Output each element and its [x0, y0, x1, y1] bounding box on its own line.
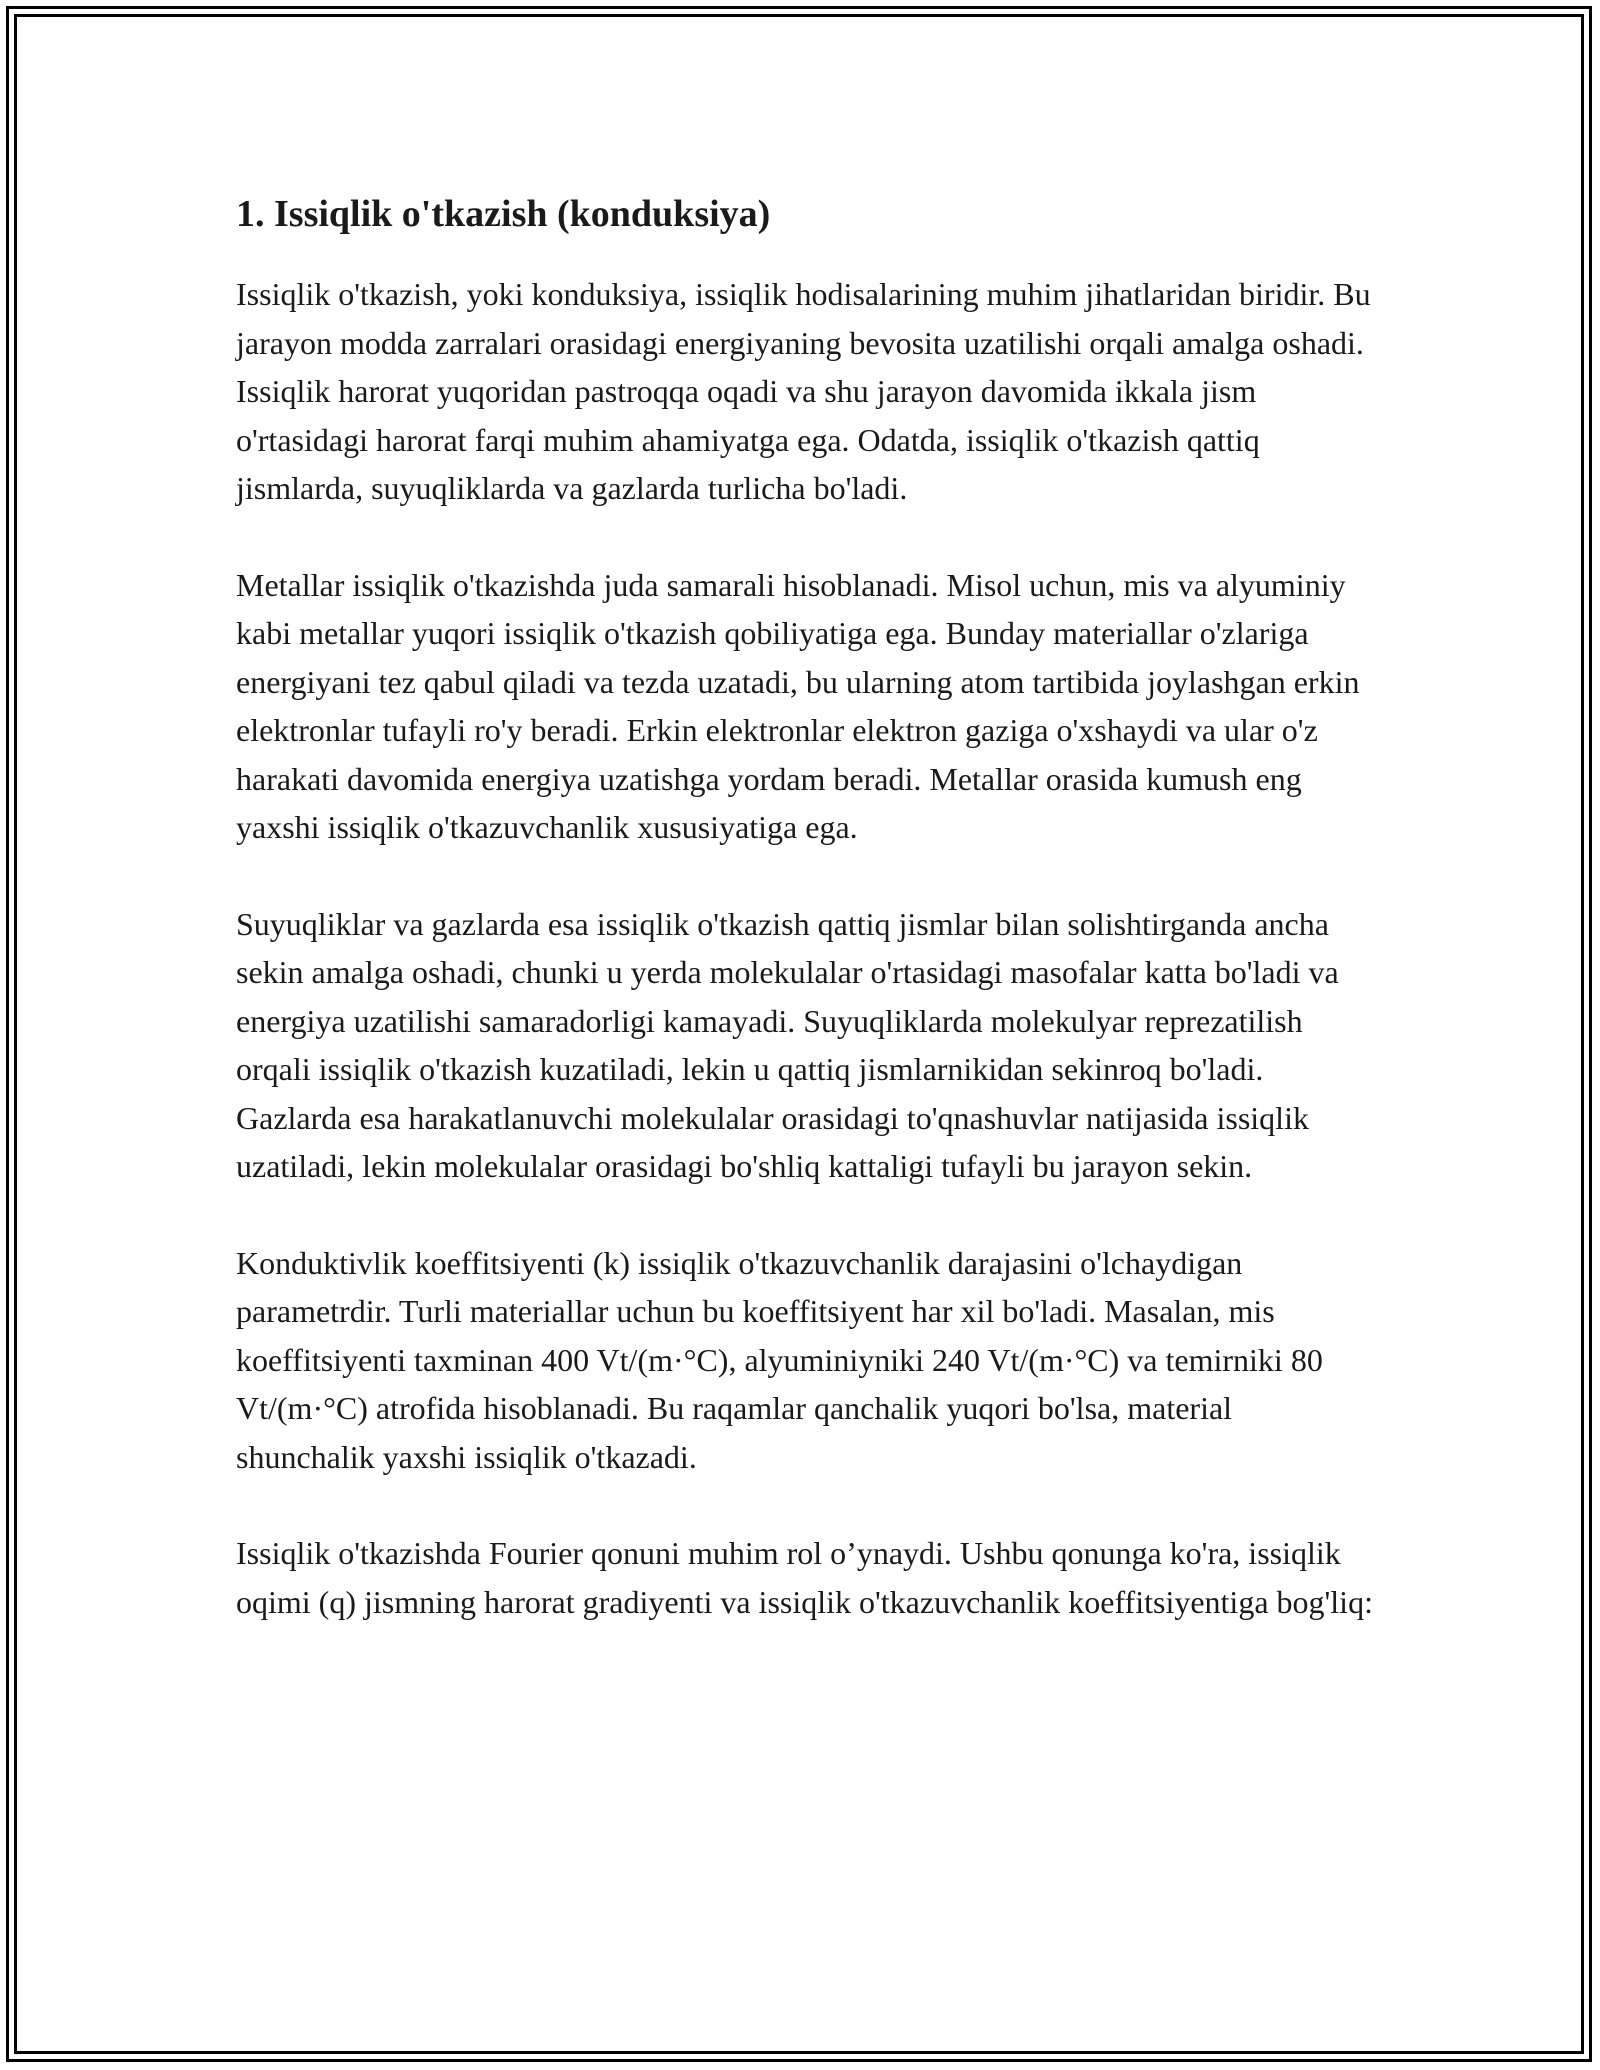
- paragraph-intro: Issiqlik o'tkazish, yoki konduksiya, issiqlik hodisalarining muhim jihatlaridan biridir. Bu jarayon modda zarralari orasidagi energiyaning bevosita uzatilishi orqali amalga oshadi. Issiqlik harorat yuqoridan pastroqqa oqadi va shu jarayon davomida ikkala jism o'rtasidagi harorat farqi muhim ahamiyatga ega. Odatda, issiqlik o'tkazish qattiq jismlarda, suyuqliklarda va gazlarda turlicha bo'ladi.: [236, 276, 1371, 506]
- document-page: [236, 186, 1376, 1674]
- section-title: 1. Issiqlik o'tkazish (konduksiya): [236, 193, 771, 235]
- paragraph-fourier-law: Issiqlik o'tkazishda Fourier qonuni muhim rol o’ynaydi. Ushbu qonunga ko'ra, issiqlik oqimi (q) jismning harorat gradiyenti va issiqlik o'tkazuvchanlik koeffitsiyentiga bog'liq:: [236, 1535, 1373, 1620]
- paragraph-liquids-gases: Suyuqliklar va gazlarda esa issiqlik o'tkazish qattiq jismlar bilan solishtirganda ancha sekin amalga oshadi, chunki u yerda molekulalar o'rtasidagi masofalar katta bo'ladi va energiya uzatilishi samaradorligi kamayadi. Suyuqliklarda molekulyar reprezatilish orqali issiqlik o'tkazish kuzatiladi, lekin u qattiq jismlarnikidan sekinroq bo'ladi. Gazlarda esa harakatlanuvchi molekulalar orasidagi to'qnashuvlar natijasida issiqlik uzatiladi, lekin molekulalar orasidagi bo'shliq kattaligi tufayli bu jarayon sekin.: [236, 905, 1339, 1184]
- paragraph-conductivity-coefficient: Konduktivlik koeffitsiyenti (k) issiqlik o'tkazuvchanlik darajasini o'lchaydigan parametrdir. Turli materiallar uchun bu koeffitsiyent har xil bo'ladi. Masalan, mis koeffitsiyenti taxminan 400 Vt/(m·°C), alyuminiyniki 240 Vt/(m·°C) va temirniki 80 Vt/(m·°C) atrofida hisoblanadi. Bu raqamlar qanchalik yuqori bo'lsa, material shunchalik yaxshi issiqlik o'tkazadi.: [236, 1244, 1323, 1475]
- paragraph-metals: Metallar issiqlik o'tkazishda juda samarali hisoblanadi. Misol uchun, mis va alyuminiy kabi metallar yuqori issiqlik o'tkazish qobiliyatiga ega. Bunday materiallar o'zlariga energiyani tez qabul qiladi va tezda uzatadi, bu ularning atom tartibida joylashgan erkin elektronlar tufayli ro'y beradi. Erkin elektronlar elektron gaziga o'xshaydi va ular o'z harakati davomida energiya uzatishga yordam beradi. Metallar orasida kumush eng yaxshi issiqlik o'tkazuvchanlik xususiyatiga ega.: [236, 566, 1360, 845]
